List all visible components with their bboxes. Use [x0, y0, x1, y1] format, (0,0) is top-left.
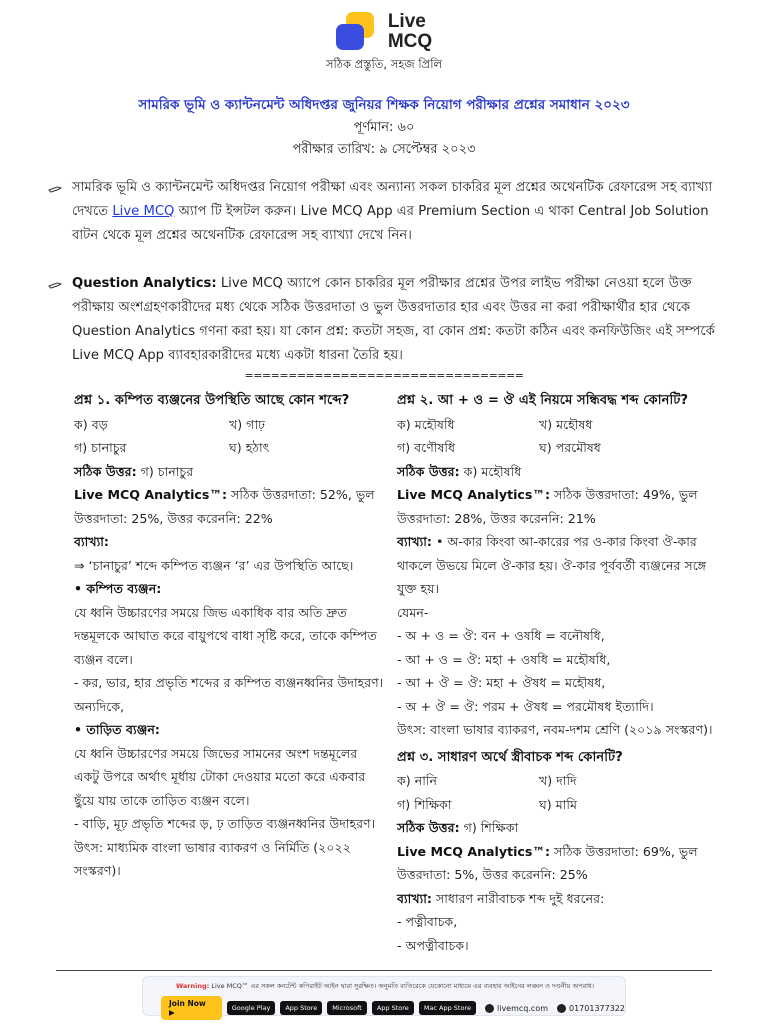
q2-explain-line: যেমন- — [397, 604, 429, 620]
analytics-value: সঠিক উত্তরদাতা: 69%, ভুল উত্তরদাতা: 5%, উত্তর করেননি: 25% — [397, 843, 698, 882]
q1-option: খ) গাঢ় — [229, 416, 265, 432]
q1-explain-line: ⇒ ‘চানাচুর’ শব্দে কম্পিত ব্যঞ্জন ‘র’ এর উপস্থিতি আছে। — [74, 557, 354, 573]
q3-answer — [397, 816, 727, 840]
explain-first: সাধারণ নারীবাচক শব্দ দুই ধরনের: — [431, 890, 605, 906]
q2-option: ঘ) পরমৌষধ — [539, 440, 601, 455]
q1-option: ঘ) হঠাৎ — [229, 440, 270, 455]
q1-answer — [74, 460, 384, 484]
explain-label: ব্যাখ্যা: — [397, 890, 432, 906]
app-store-badge-2[interactable]: App Store — [372, 1001, 414, 1015]
question-1: প্রশ্ন ১. কম্পিত ব্যঞ্জনের উপস্থিতি আছে কোন শব্দে? — [74, 393, 350, 408]
analytics-note — [72, 272, 722, 368]
q1-sub2-line: উৎস: মাধ্যমিক বাংলা ভাষার ব্যাকরণ ও নির্মিতি (২০২২ সংস্করণ)। — [74, 839, 351, 878]
logo-text-live: Live — [387, 11, 426, 32]
analytics-body: Live MCQ অ্যাপে কোন চাকরির মূল পরীক্ষার প্রশ্নের উপর লাইভ পরীক্ষা নেওয়া হলে উক্ত পরীক্ষায় অংশগ্রহণকারীদের মধ্য থেকে সঠিক উত্তরদাতা ও ভুল উত্তরদাতার হার এবং উত্তর না করা পরীক্ষার্থীর হার থেকে Question Analytics গণনা করা হয়। যা কোন প্রশ্ন: কতটা সহজ, বা কোন প্রশ্ন: কতটা কঠিন এবং কনফিউজিং এই সম্পর্কে Live MCQ App ব্যাবহারকারীদের মধ্যে একটা ধারনা তৈরি হয়। — [72, 276, 715, 363]
q1-option: গ) চানাচুর — [74, 440, 127, 455]
page-header — [0, 12, 768, 75]
q2-explain-line: - আ + ঔ = ঔ: মহা + ঔষধ = মহৌষধ, — [397, 675, 606, 690]
microsoft-badge[interactable]: Microsoft — [327, 1001, 367, 1015]
question-2: প্রশ্ন ২. আ + ও = ঔ এই নিয়মে সন্ধিবদ্ধ শব্দ কোনটি? — [397, 393, 689, 408]
q2-explain-line: - আ + ও = ঔ: মহা + ওষধি = মহৌষধি, — [397, 651, 611, 667]
q1-options — [74, 413, 384, 460]
q3-option: ঘ) মামি — [539, 796, 577, 812]
hand-pointer-icon — [48, 277, 62, 291]
q3-explain-line: - অপত্নীবাচক। — [397, 937, 469, 953]
q3-option: ক) নানি — [397, 773, 438, 788]
answer-label: সঠিক উত্তর: — [74, 463, 137, 479]
logo — [0, 12, 768, 52]
website-link[interactable]: livemcq.com — [497, 1003, 548, 1013]
tagline: সঠিক প্রস্তুতি, সহজ প্রিলি — [325, 57, 443, 71]
section-divider: ================================ — [244, 369, 524, 382]
q2-explain-line: উৎস: বাংলা ভাষার ব্যাকরণ, নবম-দশম শ্রেণি (২০১৯ সংস্করণ)। — [397, 722, 713, 737]
explain-label: ব্যাখ্যা: — [397, 534, 432, 549]
q2-option: গ) বণৌষধি — [397, 440, 456, 455]
mac-app-store-badge[interactable]: Mac App Store — [419, 1001, 476, 1015]
q2-options — [397, 413, 727, 460]
q3-options — [397, 769, 727, 816]
exam-date: পরীক্ষার তারিখ: ৯ সেপ্টেম্বর ২০২৩ — [292, 142, 476, 157]
answer-label: সঠিক উত্তর: — [397, 820, 460, 835]
right-column — [397, 389, 727, 957]
answer-value: গ) চানাচুর — [136, 463, 194, 479]
q1-sub1-line: যে ধ্বনি উচ্চারণের সময়ে জিভ একাধিক বার অতি দ্রুত দন্তমূলকে আঘাত করে বায়ুপথে বাধা সৃষ্টি করে, তাকে কম্পিত ব্যঞ্জন বলে। — [74, 604, 377, 667]
q1-analytics — [74, 483, 384, 530]
note-text-pre: সামরিক ভূমি ও ক্যান্টনমেন্ট অধিদপ্তর নিয়োগ পরীক্ষা এবং অন্যান্য সকল চাকরির মূল প্রশ্নের অথেনটিক রেফারেন্স সহ ব্যাখ্যা দেখতে — [72, 180, 713, 219]
live-mcq-link[interactable]: Live MCQ — [112, 204, 175, 219]
note-text-post: অ্যাপ টি ইন্সটল করুন। Live MCQ App এর Premium Section এ থাকা Central Job Solution বাটন থেকে মূল প্রশ্নের অথেনটিক রেফারেন্স সহ ব্যাখ্যা দেখে নিন। — [72, 204, 709, 243]
full-marks: পূর্ণমান: ৬০ — [353, 120, 415, 135]
q2-explain-line: - অ + ঔ = ঔ: পরম + ঔষধ = পরমৌষধ ইত্যাদি। — [397, 698, 654, 714]
left-column — [74, 389, 384, 883]
analytics-label: Live MCQ Analytics™: — [397, 487, 551, 502]
q3-option: গ) শিক্ষিকা — [397, 796, 452, 812]
answer-label: সঠিক উত্তর: — [397, 463, 460, 479]
google-play-badge[interactable]: Google Play — [227, 1001, 276, 1015]
phone-icon — [557, 1004, 566, 1013]
join-now-button[interactable]: Join Now ▶ — [161, 996, 222, 1020]
q2-option: খ) মহৌষধ — [539, 416, 593, 432]
q2-analytics — [397, 483, 727, 530]
q1-sub2-line: যে ধ্বনি উচ্চারণের সময়ে জিভের সামনের অংশ দন্তমূলের একটু উপরে অর্থাৎ মূর্ধায় টোকা দেওয়ার মতো করে একবার ছুঁয়ে যায় তাকে তাড়িত ব্যঞ্জন বলে। — [74, 745, 366, 808]
analytics-heading: Question Analytics: — [72, 276, 217, 291]
app-store-badge[interactable]: App Store — [280, 1001, 322, 1015]
q2-explain-line: - অ + ও = ঔ: বন + ওষধি = বনৌষধি, — [397, 628, 605, 643]
phone-number[interactable]: 01701377322 — [569, 1003, 625, 1013]
answer-value: ক) মহৌষধি — [459, 463, 522, 479]
q3-option: খ) দাদি — [539, 773, 577, 788]
q1-sub2-line: - বাড়ি, মূঢ় প্রভৃতি শব্দের ড়, ঢ় তাড়িত ব্যঞ্জনধ্বনির উদাহরণ। — [74, 816, 376, 831]
footer-divider — [56, 970, 712, 971]
analytics-label: Live MCQ Analytics™: — [74, 487, 228, 502]
explain-first: • অ-কার কিংবা আ-কারের পর ও-কার কিংবা ঔ-কার থাকলে উভয়ে মিলে ঔ-কার হয়। ঔ-কার পূর্ববর্তী ব্যঞ্জনের সঙ্গে যুক্ত হয়। — [397, 534, 707, 596]
q2-explain — [397, 530, 727, 601]
app-install-note — [72, 176, 722, 248]
q3-explain — [397, 887, 727, 911]
q3-explain-line: - পত্নীবাচক, — [397, 914, 458, 929]
hand-pointer-icon — [48, 181, 62, 195]
q1-explain-label: ব্যাখ্যা: — [74, 534, 109, 549]
q1-option: ক) বড় — [74, 416, 108, 432]
question-3: প্রশ্ন ৩. সাধারণ অর্থে স্ত্রীবাচক শব্দ কোনটি? — [397, 749, 623, 765]
analytics-value: সঠিক উত্তরদাতা: 49%, ভুল উত্তরদাতা: 28%, উত্তর করেননি: 21% — [397, 487, 698, 526]
q1-sub1-line: অন্যদিকে, — [74, 698, 125, 714]
q3-analytics — [397, 840, 727, 887]
logo-text-mcq: MCQ — [387, 31, 433, 52]
footer-banner — [142, 976, 626, 1016]
q1-sub2-heading: • তাড়িত ব্যঞ্জন: — [74, 722, 160, 737]
warning-label: Warning: — [175, 982, 210, 990]
q2-option: ক) মহৌষধি — [397, 416, 455, 432]
q1-sub1-heading: • কম্পিত ব্যঞ্জন: — [74, 581, 162, 596]
answer-value: গ) শিক্ষিকা — [459, 820, 519, 835]
q1-sub1-line: - কর, ভার, হার প্রভৃতি শব্দের র কম্পিত ব্যঞ্জনধ্বনির উদাহরণ। — [74, 675, 384, 690]
copyright-warning — [143, 981, 627, 992]
document-title: সামরিক ভূমি ও ক্যান্টনমেন্ট অধিদপ্তর জুনিয়র শিক্ষক নিয়োগ পরীক্ষার প্রশ্নের সমাধান ২০২৩ — [138, 97, 630, 113]
analytics-label: Live MCQ Analytics™: — [397, 843, 551, 859]
warning-text: Live MCQ™ এর সকল কনটেন্ট কপিরাইট আইন দ্বারা সুরক্ষিত। অনুমতি ব্যতিরেকে যেকোনো মাধ্যমে এর ব্যবহার আইনের লঙ্ঘন ও দণ্ডনীয় অপরাধ। — [209, 982, 595, 990]
q2-answer — [397, 460, 727, 484]
logo-icon — [336, 12, 380, 52]
globe-icon — [485, 1004, 494, 1013]
analytics-value: সঠিক উত্তরদাতা: 52%, ভুল উত্তরদাতা: 25%, উত্তর করেননি: 22% — [74, 487, 375, 526]
